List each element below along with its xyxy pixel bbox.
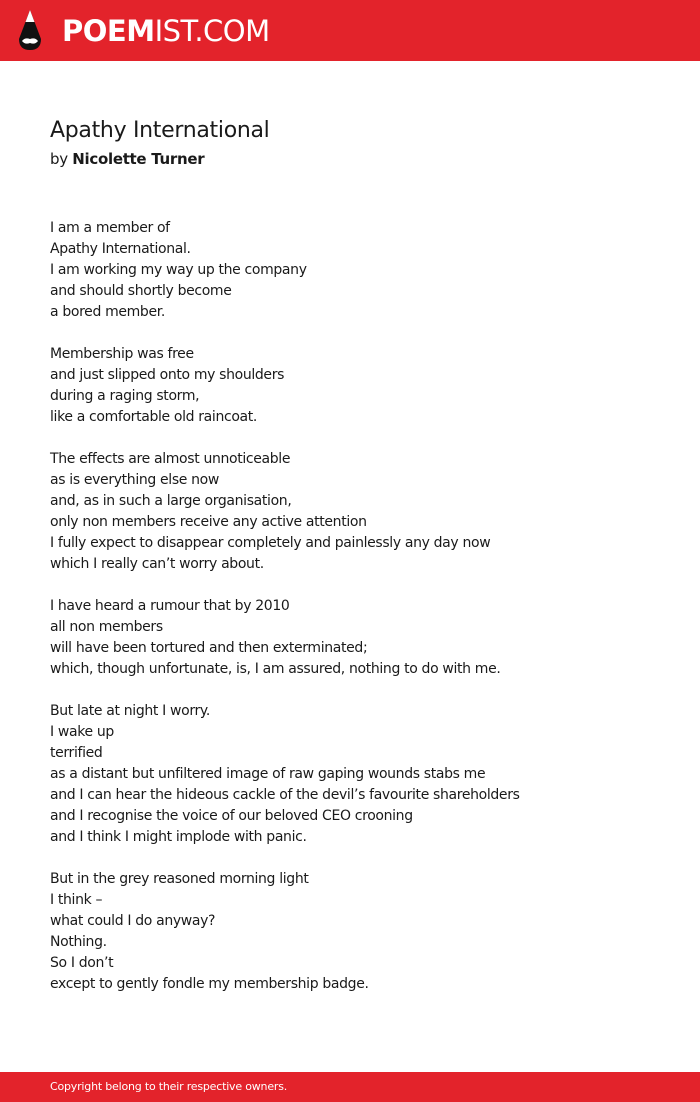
logo-light-text: IST.COM	[154, 14, 270, 48]
pencil-tip-icon	[18, 9, 42, 51]
poem-line: terrified	[50, 745, 103, 761]
poem-line: I think –	[50, 892, 103, 908]
byline-prefix: by	[50, 150, 68, 168]
poem-line: except to gently fondle my membership badge.	[50, 976, 369, 992]
poem-line: all non members	[50, 619, 163, 635]
site-header	[0, 0, 700, 61]
poem-stanza	[50, 344, 670, 428]
poem-line: what could I do anyway?	[50, 913, 216, 929]
poem-line: a bored member.	[50, 304, 165, 320]
poem-line: as a distant but unfiltered image of raw gaping wounds stabs me	[50, 766, 486, 782]
poem-line: I have heard a rumour that by 2010	[50, 598, 290, 614]
poem-line: So I don’t	[50, 955, 114, 971]
poem-line: and I recognise the voice of our beloved CEO crooning	[50, 808, 413, 824]
poem-stanza	[50, 596, 670, 680]
poem-line: like a comfortable old raincoat.	[50, 409, 258, 425]
poem-stanza	[50, 218, 670, 323]
site-logo[interactable]	[62, 13, 270, 49]
poem-line: Membership was free	[50, 346, 194, 362]
poem-line: I am working my way up the company	[50, 262, 307, 278]
poem-body	[50, 218, 670, 1016]
poem-line: I fully expect to disappear completely and painlessly any day now	[50, 535, 491, 551]
poem-line: I am a member of	[50, 220, 170, 236]
poem-line: will have been tortured and then exterminated;	[50, 640, 368, 656]
poem-line: But late at night I worry.	[50, 703, 210, 719]
poem-line: Nothing.	[50, 934, 107, 950]
poem-line: which, though unfortunate, is, I am assured, nothing to do with me.	[50, 661, 501, 677]
byline	[50, 148, 204, 170]
poem-line: which I really can’t worry about.	[50, 556, 264, 572]
poem-line: I wake up	[50, 724, 114, 740]
poem-stanza	[50, 701, 670, 848]
poem-line: and I can hear the hideous cackle of the devil’s favourite shareholders	[50, 787, 520, 803]
poem-line: Apathy International.	[50, 241, 191, 257]
author-name: Nicolette Turner	[72, 150, 205, 168]
site-footer	[0, 1072, 700, 1102]
poem-line: and should shortly become	[50, 283, 232, 299]
poem-line: and just slipped onto my shoulders	[50, 367, 285, 383]
poem-line: and, as in such a large organisation,	[50, 493, 292, 509]
poem-stanza	[50, 869, 670, 995]
copyright-text: Copyright belong to their respective owners.	[50, 1080, 288, 1093]
poem-line: But in the grey reasoned morning light	[50, 871, 309, 887]
poem-title: Apathy International	[50, 118, 270, 143]
poem-line: The effects are almost unnoticeable	[50, 451, 291, 467]
logo-bold-text: POEM	[62, 14, 155, 48]
poem-line: as is everything else now	[50, 472, 219, 488]
poem-line: only non members receive any active attention	[50, 514, 367, 530]
poem-line: during a raging storm,	[50, 388, 200, 404]
poem-stanza	[50, 449, 670, 575]
poem-line: and I think I might implode with panic.	[50, 829, 307, 845]
